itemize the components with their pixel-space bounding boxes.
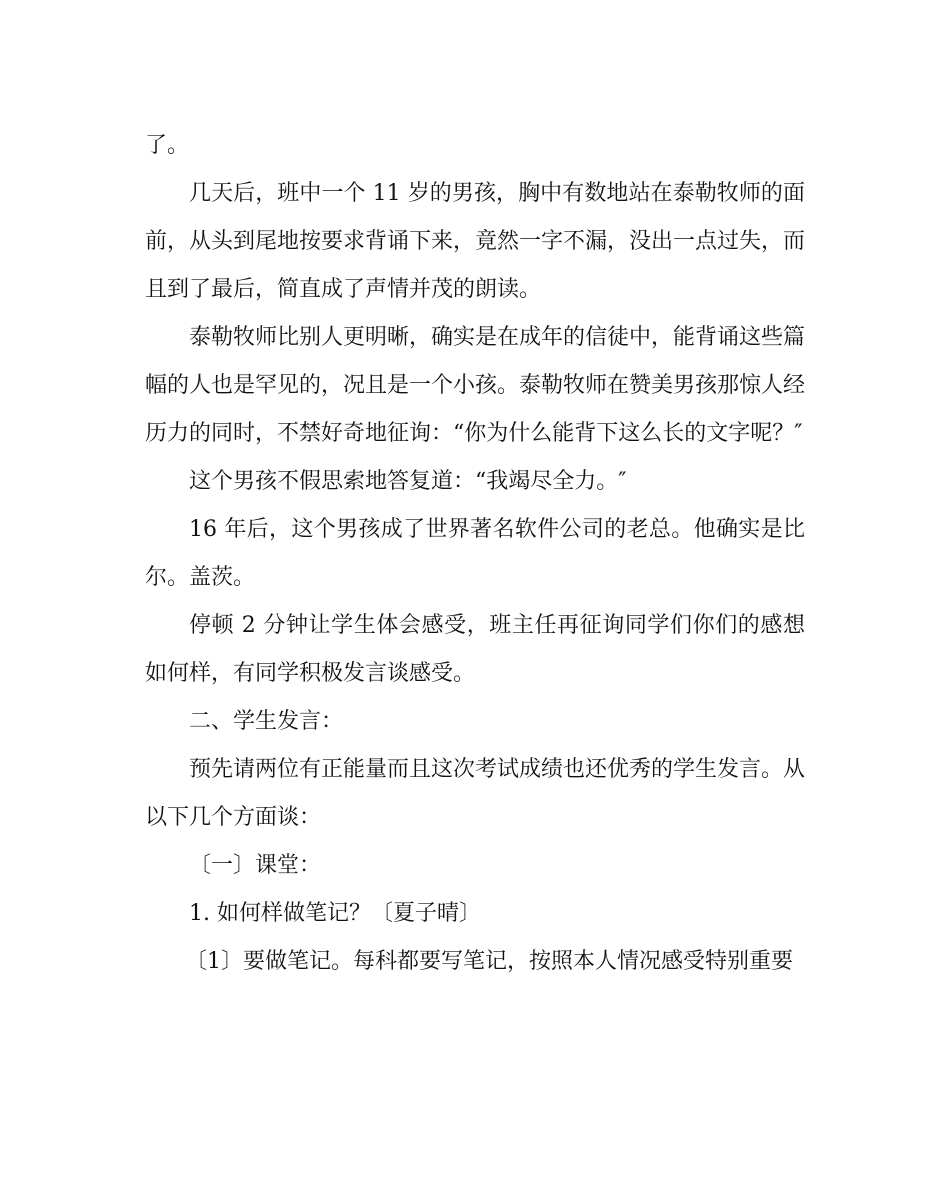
paragraph-speech-intro: 预先请两位有正能量而且这次考试成绩也还优秀的学生发言。从以下几个方面谈： (145, 757, 806, 830)
paragraph-boy-answer: 这个男孩不假思索地答复道：“我竭尽全力。″ (189, 469, 627, 494)
subsection-heading-classroom: 〔一〕课堂： (189, 853, 322, 878)
paragraph-continuation: 了。 (145, 133, 190, 158)
list-item-note-taking: 1. 如何样做笔记？〔夏子晴〕 (189, 901, 481, 926)
list-item-take-notes: 〔1〕要做笔记。每科都要写笔记，按照本人情况感受特别重要 (185, 949, 793, 974)
paragraph-recitation: 几天后，班中一个 11 岁的男孩，胸中有数地站在泰勒牧师的面前，从头到尾地按要求背诵下来，竟然一字不漏，没出一点过失，而且到了最后，简直成了声情并茂的朗读。 (145, 181, 806, 302)
paragraph-pause: 停顿 2 分钟让学生体会感受，班主任再征询同学们你们的感想如何样，有同学积极发言谈感受。 (145, 613, 805, 686)
paragraph-pastor-question: 泰勒牧师比别人更明晰，确实是在成年的信徒中，能背诵这些篇幅的人也是罕见的，况且是一个小孩。泰勒牧师在赞美男孩那惊人经历力的同时，不禁好奇地征询：“你为什么能背下这么长的文字呢？″ (145, 325, 806, 446)
paragraph-bill-gates: 16 年后，这个男孩成了世界著名软件公司的老总。他确实是比尔。盖茨。 (145, 517, 805, 590)
document-body (145, 122, 805, 986)
section-heading-student-speech: 二、学生发言： (189, 709, 344, 734)
